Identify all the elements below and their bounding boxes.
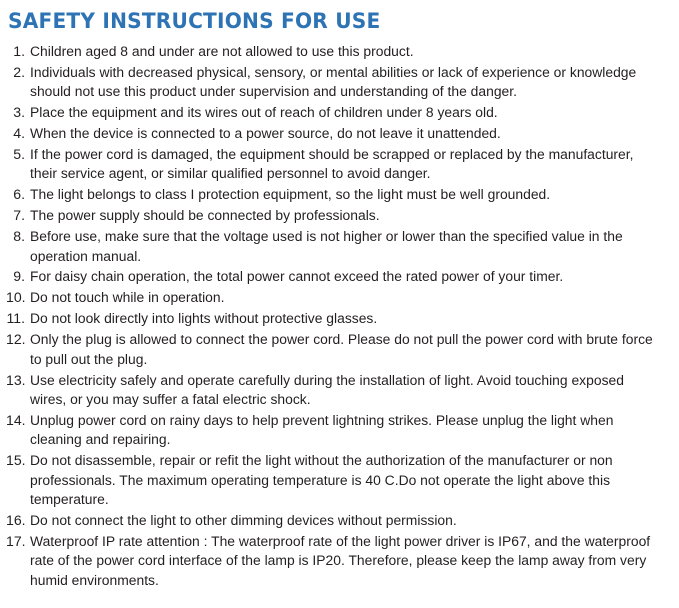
list-item (6, 185, 671, 204)
list-item-text: The power supply should be connected by professionals. (30, 207, 380, 224)
list-item-number: 17. (6, 532, 26, 549)
list-item-text: If the power cord is damaged, the equipment should be scrapped or replaced by the manufacturer, their service agent, or similar qualified personnel to avoid danger. (30, 146, 634, 182)
list-item-text: Only the plug is allowed to connect the power cord. Please do not pull the power cord with brute force to pull out the plug. (30, 331, 653, 367)
list-item-text: Waterproof IP rate attention : The waterproof rate of the light power driver is IP67, and the waterproof rate of the power cord interface of the lamp is IP20. Therefore, please keep the lamp away from very humid environments. (30, 532, 651, 588)
list-item-number: 7. (13, 207, 25, 224)
list-item (6, 451, 671, 509)
list-item-text: Use electricity safely and operate carefully during the installation of light. Avoid touching exposed wires, or you may suffer a fatal electric shock. (30, 371, 624, 407)
list-item (6, 206, 671, 225)
list-item-text: Before use, make sure that the voltage used is not higher or lower than the specified value in the operation manual. (30, 228, 623, 264)
list-item-text: Individuals with decreased physical, sensory, or mental abilities or lack of experience or knowledge should not use this product under supervision and understanding of the danger. (30, 63, 637, 100)
safety-instructions-list (6, 42, 671, 590)
list-item (6, 145, 671, 184)
list-item-number: 1. (13, 43, 25, 59)
list-item-text: The light belongs to class I protection equipment, so the light must be well grounded. (30, 186, 551, 203)
list-item-number: 2. (13, 63, 25, 80)
list-item (6, 371, 671, 410)
page-title: SAFETY INSTRUCTIONS FOR USE (8, 9, 381, 33)
list-item-text: Place the equipment and its wires out of reach of children under 8 years old. (30, 104, 498, 121)
list-item-number: 13. (6, 371, 26, 388)
list-item-number: 16. (6, 511, 26, 528)
list-item-text: Do not connect the light to other dimming devices without permission. (30, 511, 457, 528)
list-item-number: 15. (6, 452, 26, 469)
list-item (6, 124, 671, 143)
list-item-text: Do not touch while in operation. (30, 289, 225, 306)
list-item (6, 330, 671, 369)
list-item (6, 309, 671, 328)
list-item-number: 9. (13, 268, 25, 285)
list-item-text: For daisy chain operation, the total power cannot exceed the rated power of your timer. (30, 268, 564, 285)
list-item-text: Do not look directly into lights without protective glasses. (30, 310, 378, 327)
list-item-number: 3. (13, 104, 25, 121)
list-item (6, 511, 671, 530)
list-item-number: 6. (13, 186, 25, 203)
list-item (6, 63, 671, 102)
list-item (6, 227, 671, 266)
list-item-text: Unplug power cord on rainy days to help prevent lightning strikes. Please unplug the light when cleaning and repairing. (30, 411, 614, 448)
list-item (6, 42, 671, 61)
list-item-number: 14. (6, 411, 26, 428)
list-item-number: 4. (13, 125, 25, 142)
list-item-number: 8. (13, 228, 25, 245)
list-item-text: Do not disassemble, repair or refit the light without the authorization of the manufacturer or non professionals. The maximum operating temperature is 40 C.Do not operate the light above this temperature. (30, 452, 613, 507)
list-item (6, 532, 671, 590)
list-item-number: 10. (6, 289, 26, 306)
list-item-text: Children aged 8 and under are not allowed to use this product. (30, 43, 414, 59)
list-item (6, 288, 671, 307)
list-item (6, 411, 671, 450)
list-item-number: 5. (13, 146, 25, 163)
list-item-number: 12. (6, 331, 26, 348)
list-item (6, 103, 671, 122)
list-item (6, 267, 671, 286)
list-item-text: When the device is connected to a power source, do not leave it unattended. (30, 125, 501, 142)
list-item-number: 11. (6, 310, 25, 327)
